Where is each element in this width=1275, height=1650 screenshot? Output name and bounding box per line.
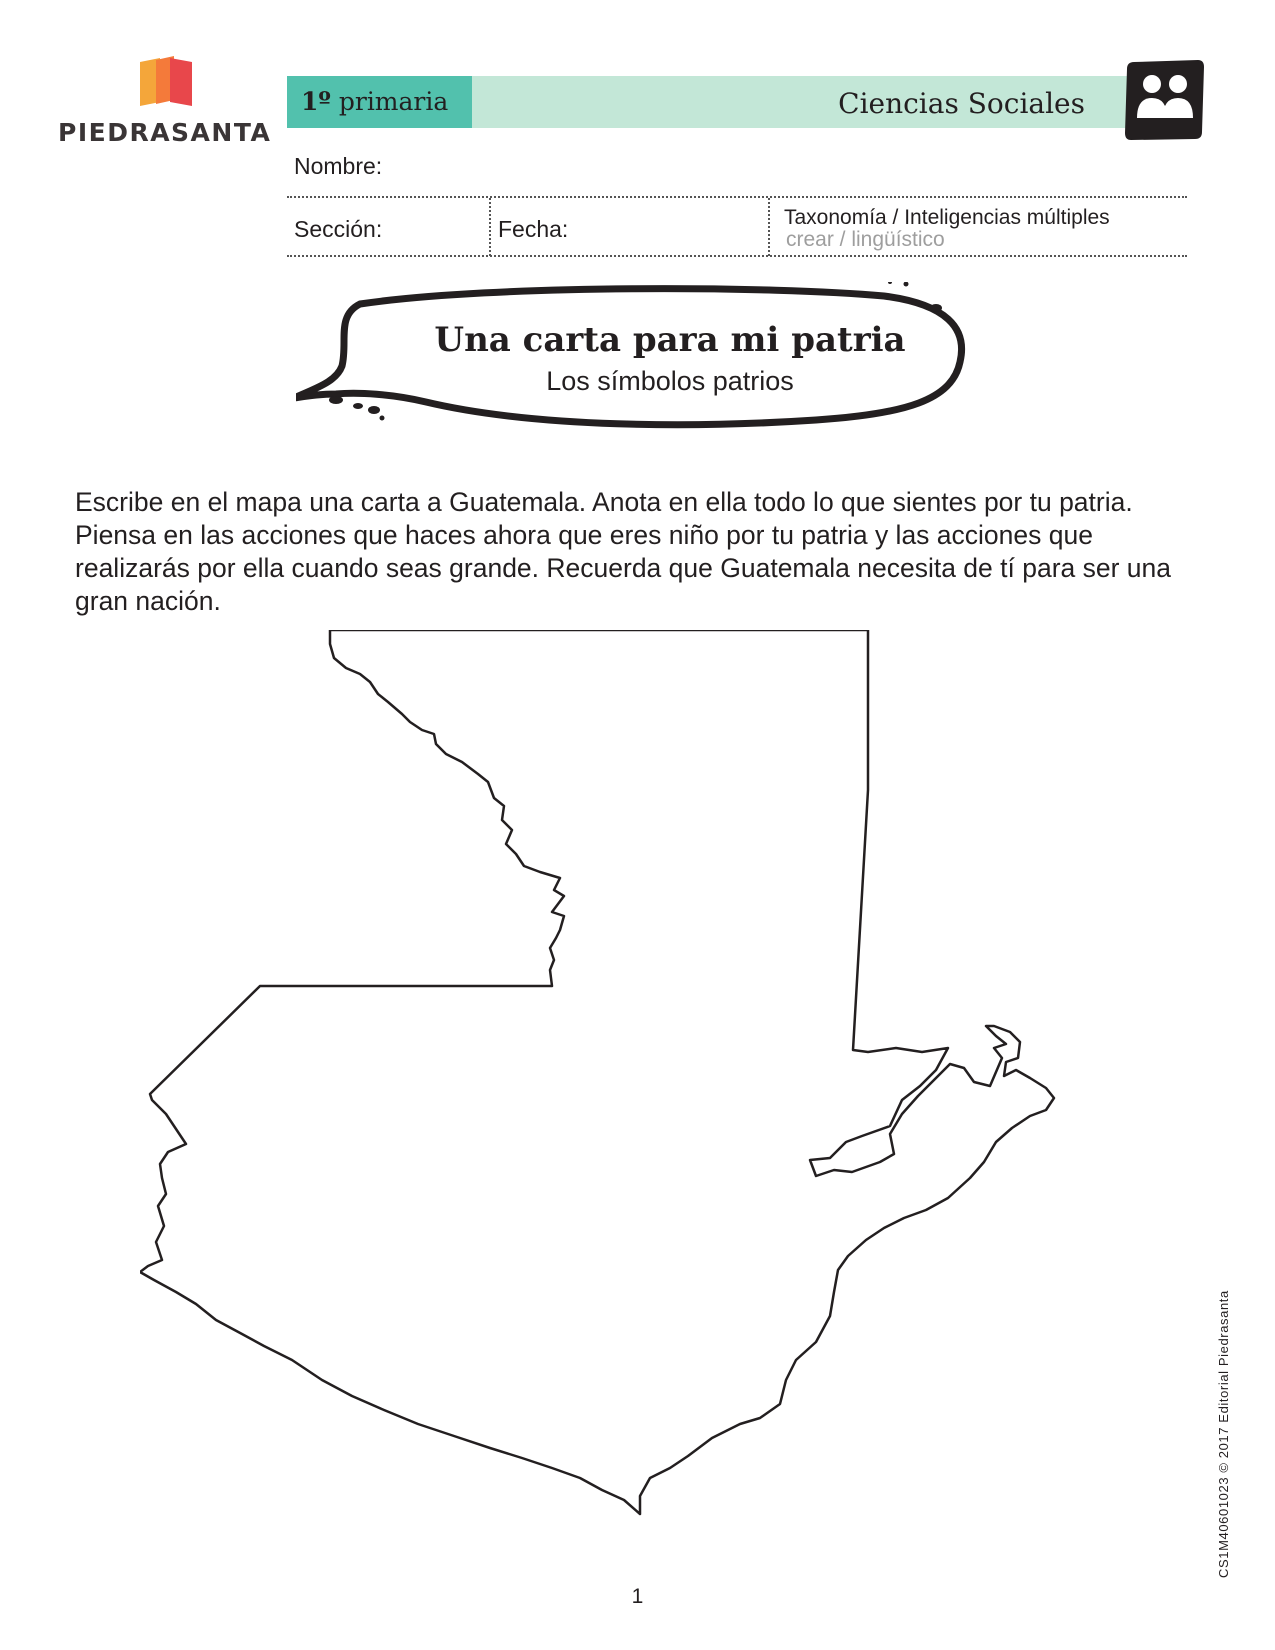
grade-badge <box>287 76 472 128</box>
title-speech-bubble <box>296 282 976 442</box>
grade-number: 1º <box>301 87 331 116</box>
date-field-label: Fecha: <box>498 216 569 242</box>
form-divider <box>287 196 1187 198</box>
activity-instructions: Escribe en el mapa una carta a Guatemala. Anota en ella todo lo que sientes por tu patria. Piensa en las acciones que haces ahora que eres niño por tu patria y las acciones que realizarás por ella cuando seas grande. Recuerda que Guatemala necesita de tí para ser una gran nación. <box>75 487 1172 616</box>
publisher-logo <box>58 56 278 156</box>
document-code: CS1M40601023 © 2017 Editorial Piedrasanta <box>1216 1290 1231 1578</box>
page-number: 1 <box>631 1585 644 1608</box>
taxonomy-label: Taxonomía / Inteligencias múltiples <box>784 206 1110 229</box>
activity-subtitle: Los símbolos patrios <box>546 366 794 396</box>
name-field-label: Nombre: <box>294 153 383 179</box>
subject-title: Ciencias Sociales <box>838 87 1085 120</box>
form-divider <box>768 198 770 256</box>
taxonomy-value: crear / lingüístico <box>786 228 945 251</box>
guatemala-map-outline <box>140 630 1120 1580</box>
book-logo-icon <box>138 56 194 108</box>
form-divider <box>489 198 491 256</box>
group-people-icon <box>1122 58 1206 142</box>
activity-title: Una carta para mi patria <box>434 320 906 360</box>
grade-label: primaria <box>338 87 449 116</box>
brand-name: PIEDRASANTA <box>58 118 272 147</box>
section-field-label: Sección: <box>294 216 383 242</box>
form-divider <box>287 255 1187 257</box>
